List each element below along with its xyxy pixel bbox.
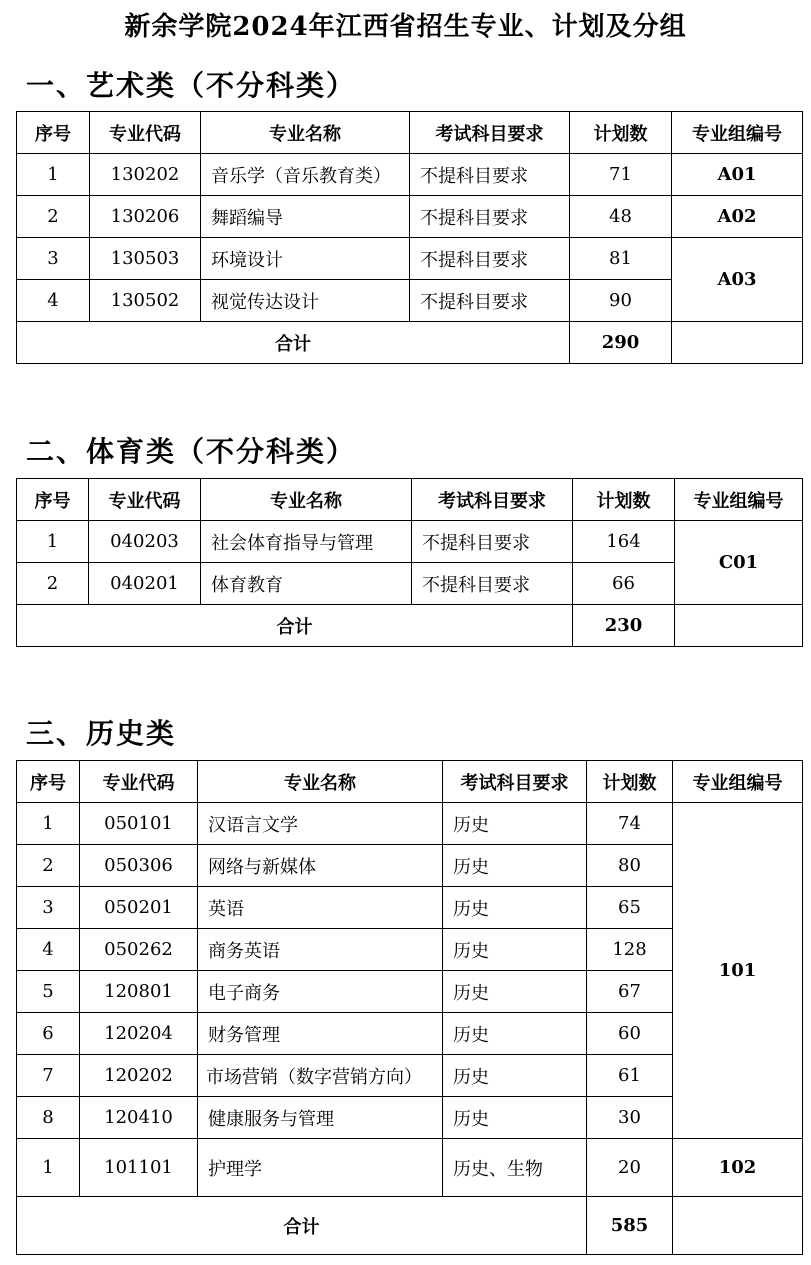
cell-req: 历史、生物 [443,1139,587,1197]
cell-code: 120801 [80,971,198,1013]
cell-name: 健康服务与管理 [198,1097,443,1139]
cell-code: 120410 [80,1097,198,1139]
cell-group: A01 [672,154,803,196]
cell-req: 历史 [443,887,587,929]
table-row [17,196,803,238]
empty-cell [673,1197,803,1255]
section-heading-art: 一、艺术类（不分科类） [26,69,357,102]
cell-no: 1 [17,154,90,196]
cell-group: A02 [672,196,803,238]
cell-code: 050101 [80,803,198,845]
col-header-code: 专业代码 [89,479,201,521]
cell-name: 舞蹈编导 [201,196,410,238]
cell-name: 体育教育 [201,563,412,605]
cell-plan: 80 [587,845,673,887]
cell-req: 历史 [443,1055,587,1097]
cell-no: 1 [17,1139,80,1197]
cell-code: 101101 [80,1139,198,1197]
cell-group: 102 [673,1139,803,1197]
cell-no: 1 [17,521,89,563]
cell-req: 历史 [443,803,587,845]
cell-req: 历史 [443,929,587,971]
col-header-code: 专业代码 [80,761,198,803]
cell-no: 4 [17,280,90,322]
section-heading-history: 三、历史类 [26,717,177,750]
cell-plan: 60 [587,1013,673,1055]
cell-no: 2 [17,196,90,238]
cell-name: 汉语言文学 [198,803,443,845]
cell-group: 101 [673,803,803,1139]
total-label: 合计 [17,1197,587,1255]
cell-group: A03 [672,238,803,322]
cell-plan: 128 [587,929,673,971]
cell-plan: 30 [587,1097,673,1139]
cell-no: 1 [17,803,80,845]
cell-req: 历史 [443,1097,587,1139]
cell-plan: 71 [570,154,672,196]
cell-code: 050201 [80,887,198,929]
col-header-req: 考试科目要求 [410,112,570,154]
cell-code: 040201 [89,563,201,605]
cell-code: 120202 [80,1055,198,1097]
cell-plan: 20 [587,1139,673,1197]
col-header-name: 专业名称 [201,112,410,154]
col-header-plan: 计划数 [570,112,672,154]
cell-req: 不提科目要求 [412,563,573,605]
table-row [17,1139,803,1197]
cell-req: 不提科目要求 [410,154,570,196]
table-header-row [17,761,803,803]
cell-req: 不提科目要求 [410,196,570,238]
cell-code: 120204 [80,1013,198,1055]
total-value: 290 [570,322,672,364]
table-row [17,154,803,196]
col-header-group: 专业组编号 [672,112,803,154]
total-row [17,322,803,364]
cell-name: 财务管理 [198,1013,443,1055]
cell-plan: 74 [587,803,673,845]
cell-name: 商务英语 [198,929,443,971]
table-header-row [17,112,803,154]
cell-group: C01 [675,521,803,605]
cell-name: 环境设计 [201,238,410,280]
sports-table [16,478,803,647]
col-header-no: 序号 [17,112,90,154]
cell-no: 3 [17,238,90,280]
cell-plan: 61 [587,1055,673,1097]
table-row [17,803,803,845]
cell-req: 历史 [443,971,587,1013]
col-header-name: 专业名称 [198,761,443,803]
col-header-group: 专业组编号 [675,479,803,521]
cell-name: 护理学 [198,1139,443,1197]
col-header-req: 考试科目要求 [412,479,573,521]
cell-plan: 48 [570,196,672,238]
cell-plan: 81 [570,238,672,280]
cell-name: 市场营销（数字营销方向） [198,1055,443,1097]
cell-name: 网络与新媒体 [198,845,443,887]
cell-name: 视觉传达设计 [201,280,410,322]
history-table [16,760,803,1255]
total-value: 230 [573,605,675,647]
cell-no: 6 [17,1013,80,1055]
col-header-plan: 计划数 [587,761,673,803]
cell-code: 050306 [80,845,198,887]
cell-name: 社会体育指导与管理 [201,521,412,563]
cell-no: 4 [17,929,80,971]
cell-no: 7 [17,1055,80,1097]
cell-code: 130206 [90,196,201,238]
cell-no: 5 [17,971,80,1013]
col-header-code: 专业代码 [90,112,201,154]
section-heading-sports: 二、体育类（不分科类） [26,435,357,468]
empty-cell [672,322,803,364]
total-row [17,605,803,647]
total-row [17,1197,803,1255]
table-row [17,521,803,563]
cell-no: 2 [17,845,80,887]
cell-req: 历史 [443,845,587,887]
page-title: 新余学院2024年江西省招生专业、计划及分组 [124,12,687,42]
col-header-no: 序号 [17,761,80,803]
table-header-row [17,479,803,521]
cell-code: 040203 [89,521,201,563]
col-header-no: 序号 [17,479,89,521]
cell-no: 8 [17,1097,80,1139]
total-label: 合计 [17,605,573,647]
cell-req: 不提科目要求 [410,280,570,322]
cell-plan: 65 [587,887,673,929]
cell-code: 130202 [90,154,201,196]
cell-req: 历史 [443,1013,587,1055]
empty-cell [675,605,803,647]
cell-code: 130502 [90,280,201,322]
col-header-req: 考试科目要求 [443,761,587,803]
cell-req: 不提科目要求 [412,521,573,563]
total-label: 合计 [17,322,570,364]
cell-no: 3 [17,887,80,929]
cell-plan: 66 [573,563,675,605]
col-header-group: 专业组编号 [673,761,803,803]
cell-plan: 90 [570,280,672,322]
cell-req: 不提科目要求 [410,238,570,280]
col-header-name: 专业名称 [201,479,412,521]
cell-name: 电子商务 [198,971,443,1013]
cell-no: 2 [17,563,89,605]
art-table [16,111,803,364]
table-row [17,238,803,280]
cell-plan: 164 [573,521,675,563]
cell-name: 音乐学（音乐教育类） [201,154,410,196]
cell-code: 050262 [80,929,198,971]
cell-plan: 67 [587,971,673,1013]
col-header-plan: 计划数 [573,479,675,521]
cell-name: 英语 [198,887,443,929]
cell-code: 130503 [90,238,201,280]
total-value: 585 [587,1197,673,1255]
